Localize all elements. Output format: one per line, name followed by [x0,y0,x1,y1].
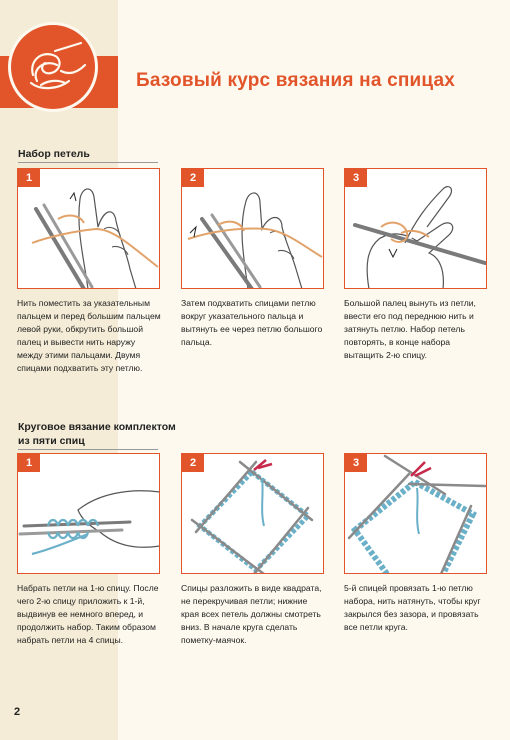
step-number-badge: 2 [182,454,204,472]
illustration-panel [344,453,487,574]
step-caption: Набрать петли на 1-ю спицу. После чего 2-ю спицу приложить к 1-й, выдвинув ее немного вперед, и продолжить набор. Таким образом набрать петли на 4 спицы. [17,583,159,645]
illustration-panel [181,168,324,289]
section-title-cast-on: Набор петель [18,148,90,160]
illustration-panel [181,453,324,574]
step-caption: 5-й спицей провязать 1-ю петлю набора, нить натянуть, чтобы круг закрылся без зазора, и провязать все петли круга. [344,583,481,632]
step-number-badge: 3 [345,454,367,472]
step-caption: Спицы разложить в виде квадрата, не перекручивая петли; нижние края всех петель должны смотреть вниз. В начале круга сделать пометку-маячок. [181,583,322,645]
page-number: 2 [14,706,21,718]
step-caption: Нить поместить за указательным пальцем и перед большим пальцем левой руки, обкрутить большой палец и вывести нить наружу между этими пальцами. Двумя спицами подхватить эту петлю. [17,298,161,373]
step-number-badge: 1 [18,454,40,472]
hand-cast-on-step3-illustration [345,169,487,289]
needles-round-knit-illustration [345,454,487,574]
step-number-badge: 3 [345,169,367,187]
yarn-ball-needle-icon [8,22,98,112]
needles-square-illustration [182,454,324,574]
section-title-round-knitting: Круговое вязание комплектом из пяти спиц [18,421,176,447]
step-number-badge: 2 [182,169,204,187]
section-divider [18,449,158,450]
step-caption: Затем подхватить спицами петлю вокруг указательного пальца и вытянуть ее через петлю большого пальца. [181,298,323,347]
needles-cast-on-illustration [18,454,160,574]
step-number-badge: 1 [18,169,40,187]
illustration-panel [344,168,487,289]
hand-cast-on-step2-illustration [182,169,324,289]
illustration-panel [17,453,160,574]
step-caption: Большой палец вынуть из петли, ввести его под переднюю нить и затянуть петлю. Набор петель повторять, в конце набора вытащить 2-ю спицу. [344,298,476,360]
page-title: Базовый курс вязания на спицах [136,70,456,91]
hand-cast-on-step1-illustration [18,169,160,289]
illustration-panel [17,168,160,289]
section-divider [18,162,158,163]
